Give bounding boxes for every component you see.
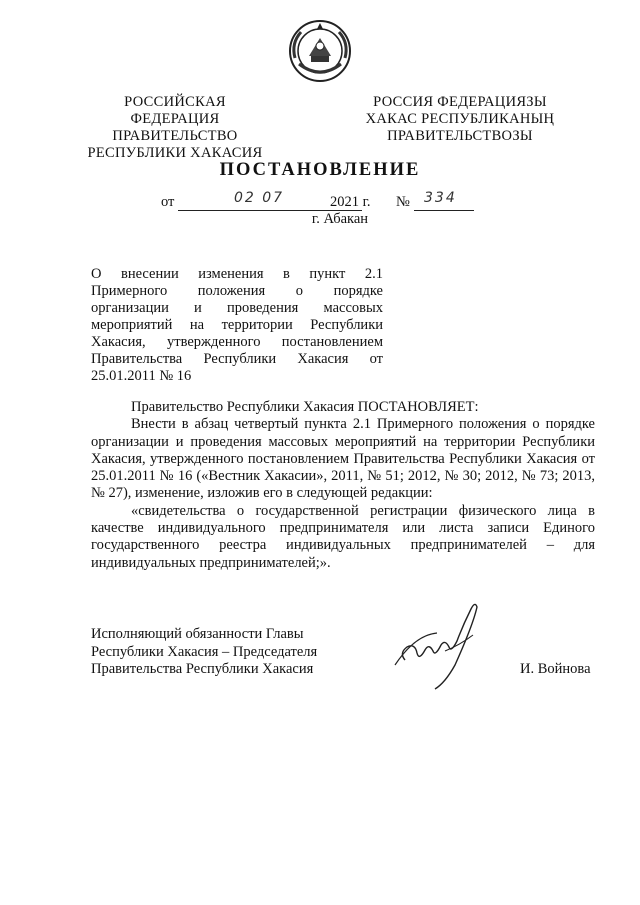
date-prefix: от	[161, 194, 175, 210]
header-right-line3: ПРАВИТЕЛЬСТВОЗЫ	[387, 128, 533, 144]
body-paragraph-3: «свидетельства о государственной регистрации физического лица в качестве индивидуального предпринимателя или листа записи Единого государственного реестра индивидуальных предпринимателей – для индивидуальных предпринимателей;».	[91, 502, 595, 571]
body-paragraph-2: Внести в абзац четвертый пункта 2.1 Примерного положения о порядке организации и проведения массовых мероприятий на территории Республики Хакасия, утвержденного постановлением Правительства Республики Хакасия от 25.01.2011 № 16 («Вестник Хакасии», 2011, № 51; 2012, № 30; 2012, № 73; 2013, № 27), изменение, изложив его в следующей редакции:	[91, 416, 595, 502]
header-left	[80, 94, 270, 162]
header-left-line1: РОССИЙСКАЯ ФЕДЕРАЦИЯ	[124, 94, 226, 127]
date-year: 2021 г.	[330, 194, 371, 210]
signatory-title	[91, 626, 351, 679]
header-left-line3: РЕСПУБЛИКИ ХАКАСИЯ	[87, 145, 263, 161]
handwritten-date: 02 07	[234, 190, 285, 206]
signatory-line2: Республики Хакасия – Председателя	[91, 643, 318, 660]
handwritten-number: 334	[424, 190, 457, 206]
header-left-line2: ПРАВИТЕЛЬСТВО	[112, 128, 238, 144]
document-subject: О внесении изменения в пункт 2.1 Примерного положения о порядке организации и проведения массовых мероприятий на территории Республики Хакасия, утвержденного постановлением Правительства Республики Хакасия от 25.01.2011 № 16	[91, 266, 383, 384]
body-paragraph-1: Правительство Республики Хакасия ПОСТАНОВЛЯЕТ:	[131, 399, 479, 415]
header-right-line1: РОССИЯ ФЕДЕРАЦИЯЗЫ	[373, 94, 547, 110]
number-sign: №	[396, 194, 410, 210]
city: г. Абакан	[311, 211, 369, 227]
handwritten-signature	[385, 595, 495, 690]
coat-of-arms-icon	[287, 18, 353, 84]
signatory-line1: Исполняющий обязанности Главы	[91, 626, 304, 642]
header-right-line2: ХАКАС РЕСПУБЛИКАНЫҢ	[365, 111, 555, 127]
signatory-name: И. Войнова	[520, 661, 591, 677]
signatory-line3: Правительства Республики Хакасия	[91, 661, 314, 677]
header-right	[355, 94, 565, 145]
document-body	[91, 399, 595, 572]
document-title: ПОСТАНОВЛЕНИЕ	[219, 160, 421, 180]
